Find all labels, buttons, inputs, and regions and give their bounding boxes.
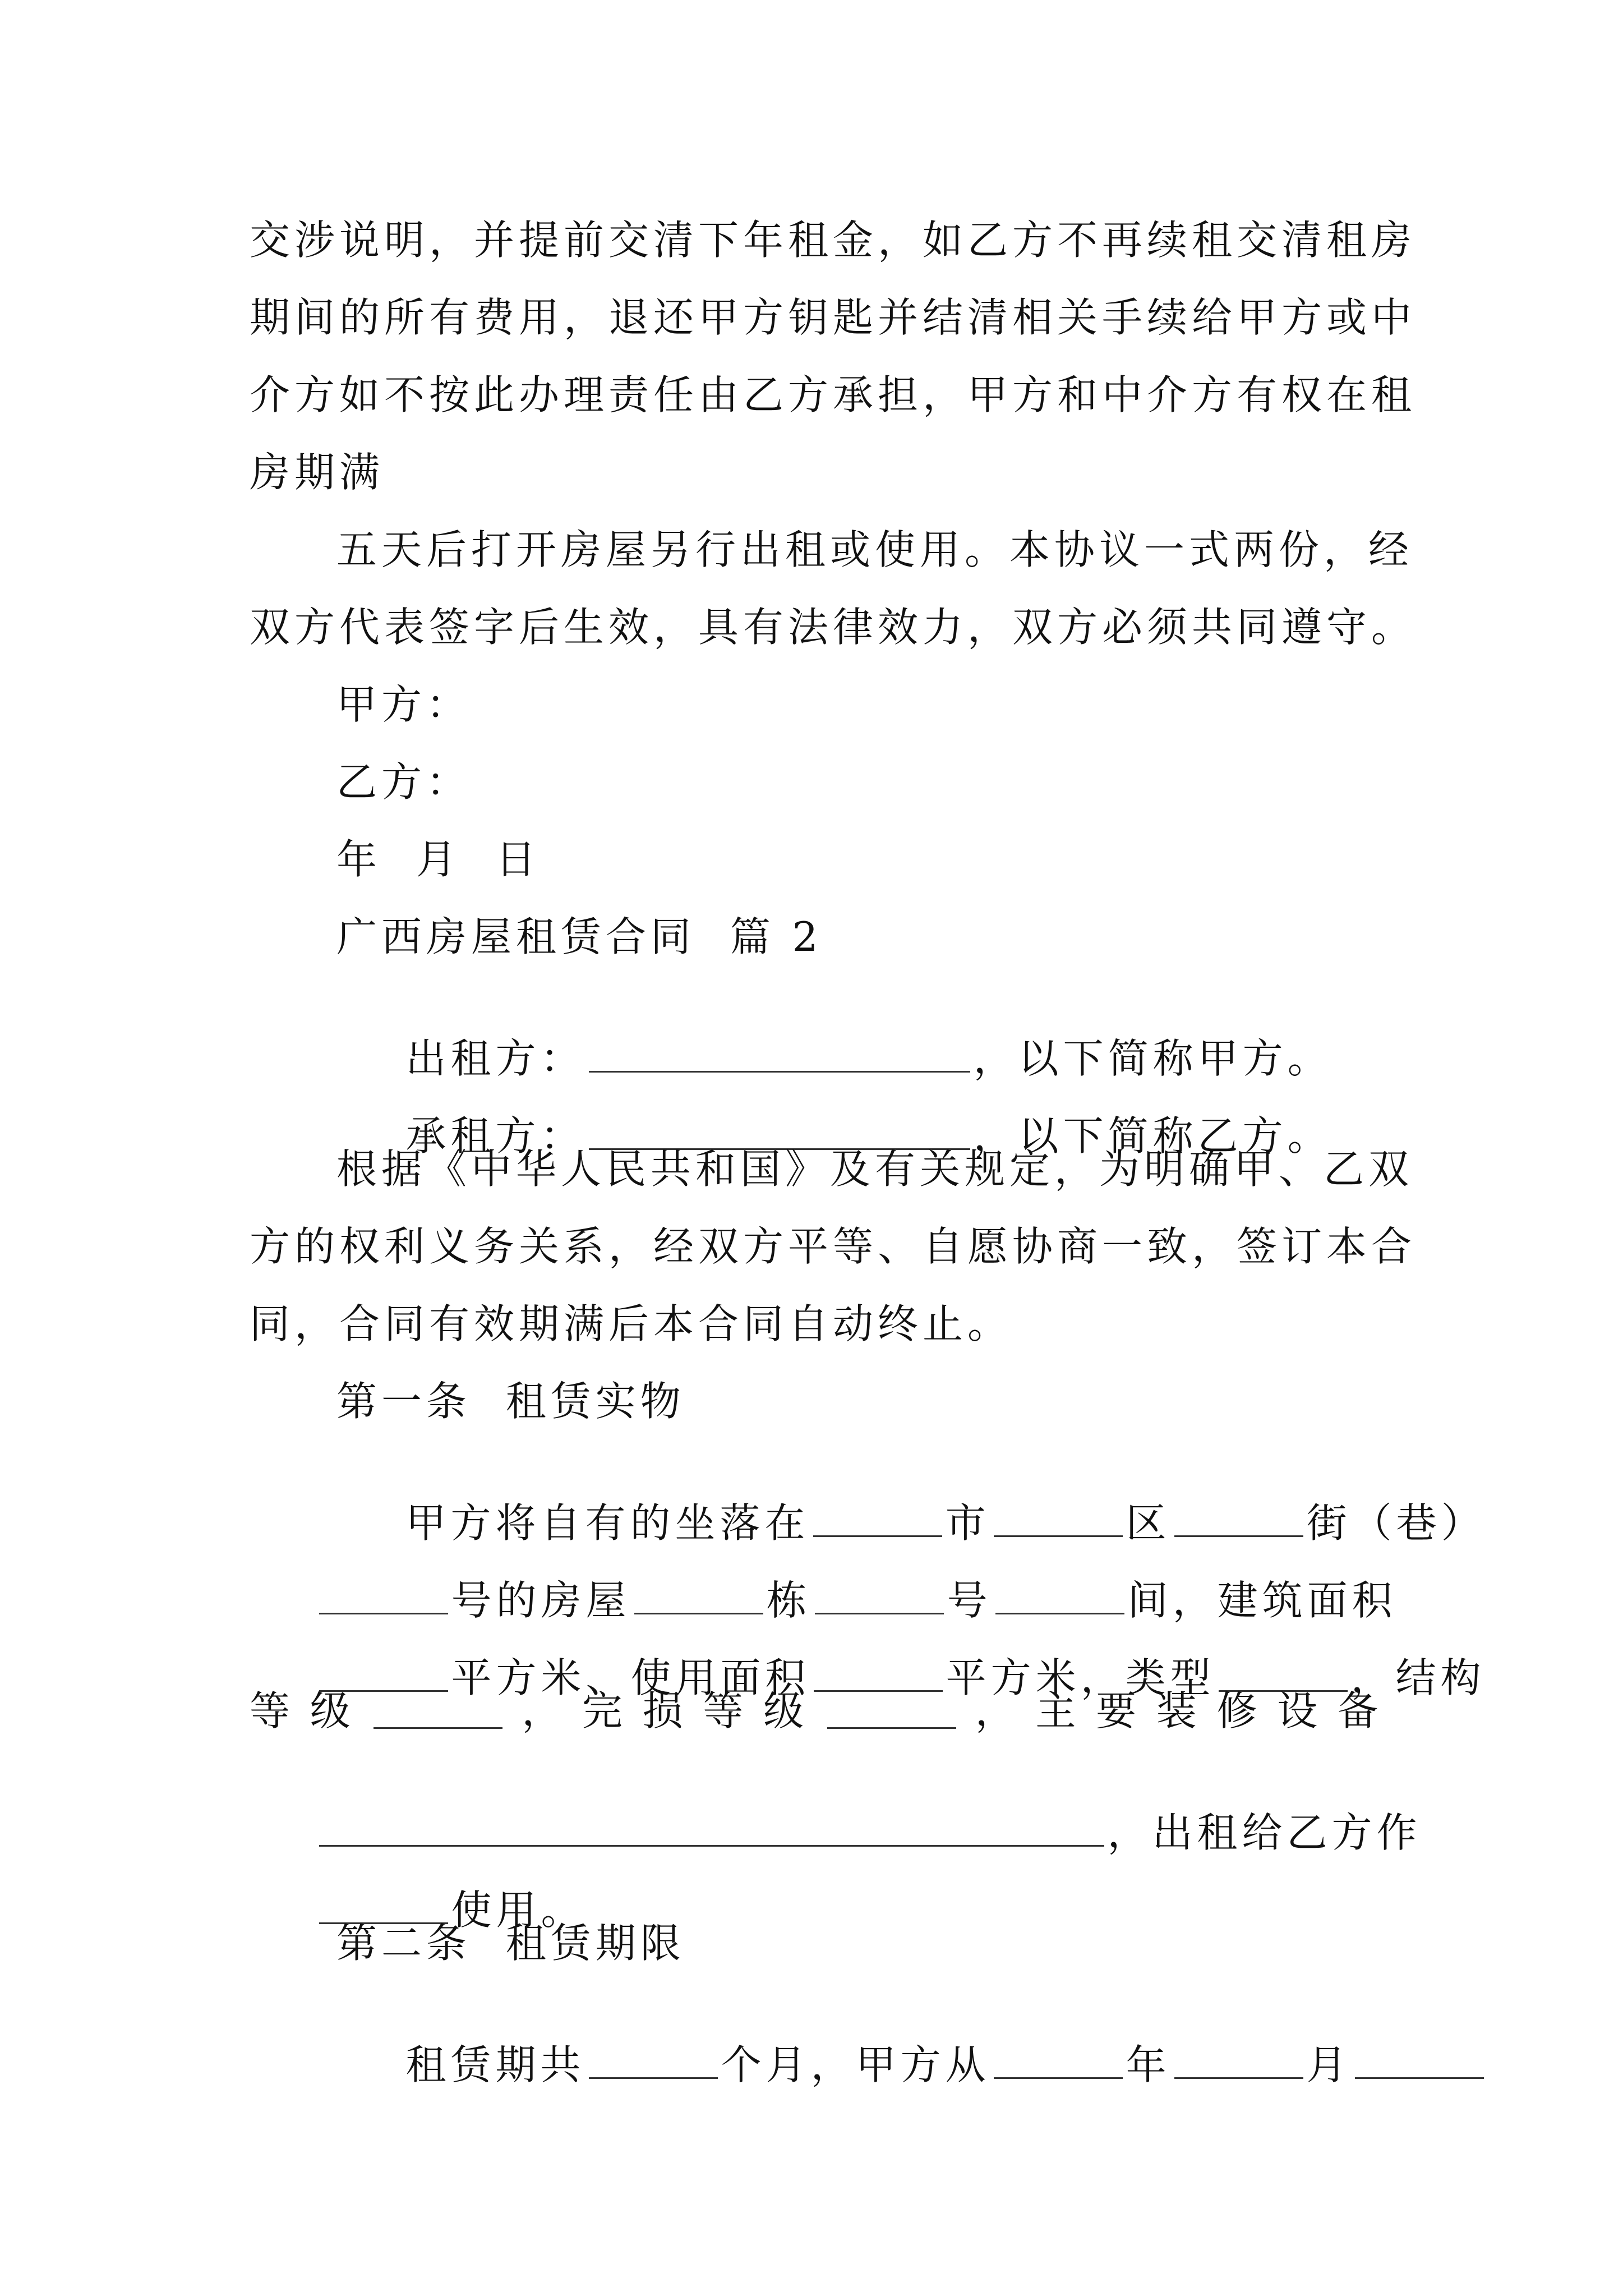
lessee-blank (589, 1112, 970, 1150)
blank-usable-area (814, 1654, 943, 1692)
blank-equipment (319, 1809, 1104, 1847)
signature-date: 年 月 日 (336, 836, 541, 883)
paragraph-line: 期间的所有费用，退还甲方钥匙并结清相关手续给甲方或中 (250, 294, 1417, 341)
section-title: 广西房屋租赁合同 篇 2 (336, 913, 823, 960)
text-fragment: 等 (703, 1687, 748, 1734)
blank-start-year (994, 2041, 1123, 2079)
lessor-suffix: ，以下简称甲方。 (973, 1034, 1332, 1082)
article-1-line (250, 1687, 1382, 1734)
text-fragment: 级 (310, 1687, 355, 1734)
signature-party-a: 甲方： (336, 681, 472, 728)
lessee-label: 承租方： (405, 1112, 585, 1159)
lessee-suffix: ，以下简称乙方。 (973, 1112, 1332, 1159)
text-fragment: 平方米、使用面积 (451, 1654, 810, 1701)
text-fragment: 装 (1156, 1687, 1201, 1734)
text-fragment: 栋 (766, 1576, 811, 1624)
paragraph-line: 五天后打开房屋另行出租或使用。本协议一式两份，经 (336, 526, 1414, 573)
blank-city (813, 1499, 942, 1537)
blank-district (994, 1499, 1123, 1537)
text-fragment: 甲方将自有的坐落在 (405, 1499, 810, 1547)
text-fragment: 号 (947, 1576, 992, 1624)
text-fragment: 个月，甲方从 (721, 2041, 990, 2088)
text-fragment: ，结构 (1350, 1654, 1486, 1701)
blank-type (1219, 1654, 1348, 1692)
text-fragment: 区 (1126, 1499, 1171, 1547)
article-2-title: 第二条 租赁期限 (336, 1920, 685, 1967)
text-fragment: 间，建筑面积 (1127, 1576, 1397, 1624)
text-fragment: 备 (1337, 1687, 1382, 1734)
blank-condition-grade (827, 1691, 956, 1729)
text-fragment: 市 (945, 1499, 990, 1547)
text-fragment: 完 (582, 1687, 627, 1734)
text-fragment: ，出租给乙方作 (1107, 1809, 1422, 1856)
text-fragment: ， (522, 1687, 567, 1734)
text-fragment: 级 (763, 1687, 809, 1734)
article-1-title: 第一条 租赁实物 (336, 1378, 685, 1425)
text-fragment: 租赁期共 (405, 2041, 585, 2088)
blank-structure-grade (374, 1691, 502, 1729)
blank-street (1174, 1499, 1303, 1537)
blank-number (319, 1576, 448, 1614)
paragraph-line: 介方如不按此办理责任由乙方承担，甲方和中介方有权在租 (250, 371, 1417, 418)
text-fragment: 使用。 (451, 1886, 586, 1934)
text-fragment: 号的房屋 (451, 1576, 631, 1624)
text-fragment: 平方米，类型 (946, 1654, 1215, 1701)
paragraph-line: 方的权利义务关系，经双方平等、自愿协商一致，签订本合 (250, 1223, 1417, 1270)
blank-months (589, 2041, 718, 2079)
text-fragment: 年 (1126, 2041, 1171, 2088)
text-fragment: 月 (1306, 2041, 1352, 2088)
article-2-line (336, 2000, 1382, 2125)
blank-unit (815, 1576, 944, 1614)
text-fragment: 街（巷） (1306, 1499, 1486, 1547)
text-fragment: 设 (1277, 1687, 1322, 1734)
blank-room (995, 1576, 1124, 1614)
blank-start-day (1355, 2041, 1484, 2079)
blank-start-month (1174, 2041, 1303, 2079)
lessor-blank (589, 1034, 970, 1073)
text-fragment: 主 (1035, 1687, 1081, 1734)
text-fragment: 要 (1096, 1687, 1141, 1734)
blank-building (634, 1576, 763, 1614)
signature-party-b: 乙方： (336, 758, 472, 806)
paragraph-line: 双方代表签字后生效，具有法律效力，双方必须共同遵守。 (250, 604, 1417, 651)
paragraph-line: 房期满 (250, 449, 385, 496)
blank-usage (319, 1886, 448, 1924)
paragraph-line: 根据《中华人民共和国》及有关规定，为明确甲、乙双 (336, 1145, 1414, 1193)
paragraph-line: 交涉说明，并提前交清下年租金，如乙方不再续租交清租房 (250, 217, 1417, 264)
text-fragment: 修 (1216, 1687, 1262, 1734)
lessor-label: 出租方： (405, 1034, 585, 1082)
text-fragment: ， (975, 1687, 1020, 1734)
text-fragment: 损 (642, 1687, 688, 1734)
text-fragment: 等 (250, 1687, 295, 1734)
blank-building-area (319, 1654, 448, 1692)
paragraph-line: 同，合同有效期满后本合同自动终止。 (250, 1300, 1013, 1347)
